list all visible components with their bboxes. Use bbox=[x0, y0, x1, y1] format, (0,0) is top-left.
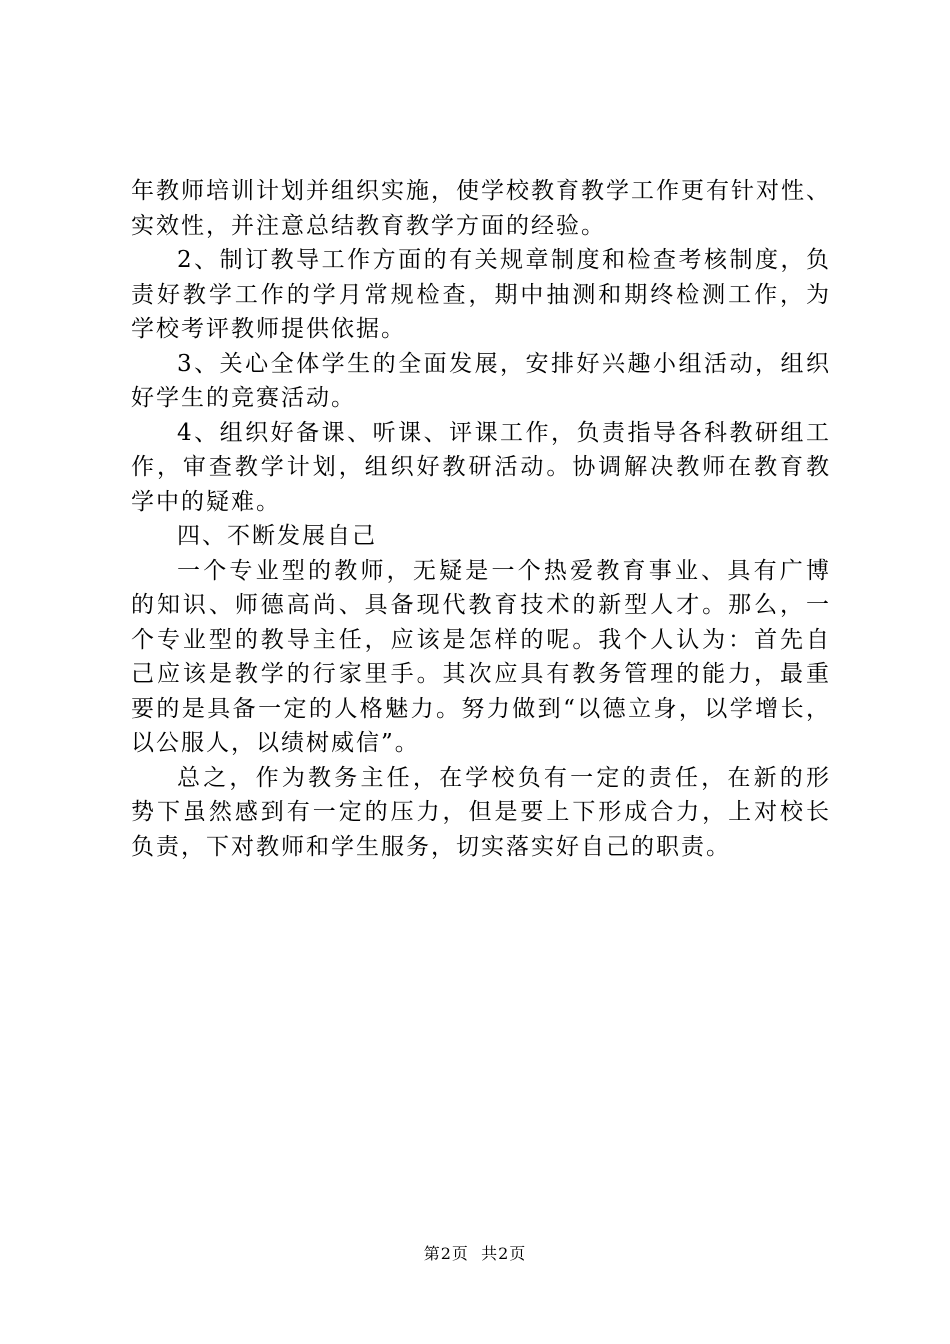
text-line: 作，审查教学计划，组织好教研活动。协调解决教师在教育教 bbox=[131, 454, 831, 480]
text-line: 个专业型的教导主任，应该是怎样的呢。我个人认为：首先自 bbox=[131, 626, 831, 653]
text-line: 以公服人，以绩树威信”。 bbox=[131, 730, 420, 756]
text-line: 学校考评教师提供依据。 bbox=[131, 316, 406, 342]
text-line: 一个专业型的教师，无疑是一个热爱教育事业、具有广博 bbox=[177, 557, 831, 584]
text-line: 要的是具备一定的人格魅力。努力做到“以德立身，以学增长， bbox=[131, 695, 831, 722]
document-body bbox=[131, 174, 831, 864]
text-line: 学中的疑难。 bbox=[131, 488, 281, 515]
text-line: 责好教学工作的学月常规检查，期中抽测和期终检测工作，为 bbox=[131, 281, 831, 308]
text-line: 4、组织好备课、听课、评课工作，负责指导各科教研组工 bbox=[177, 419, 831, 446]
text-line: 好学生的竞赛活动。 bbox=[131, 385, 356, 411]
page-number-label: 第2页 共2页 bbox=[423, 1244, 527, 1263]
text-line: 年教师培训计划并组织实施，使学校教育教学工作更有针对性、 bbox=[131, 178, 831, 204]
text-line: 2、制订教导工作方面的有关规章制度和检查考核制度，负 bbox=[177, 247, 831, 273]
page-footer bbox=[0, 1244, 950, 1264]
text-line: 势下虽然感到有一定的压力，但是要上下形成合力，上对校长 bbox=[131, 799, 831, 825]
text-line: 的知识、师德高尚、具备现代教育技术的新型人才。那么，一 bbox=[131, 592, 831, 618]
text-line: 四、不断发展自己 bbox=[177, 523, 377, 549]
text-line: 总之，作为教务主任，在学校负有一定的责任，在新的形 bbox=[177, 764, 831, 791]
text-line: 负责，下对教师和学生服务，切实落实好自己的职责。 bbox=[131, 833, 731, 860]
text-line: 实效性，并注意总结教育教学方面的经验。 bbox=[131, 212, 606, 239]
text-line: 3、关心全体学生的全面发展，安排好兴趣小组活动，组织 bbox=[177, 350, 831, 377]
text-line: 己应该是教学的行家里手。其次应具有教务管理的能力，最重 bbox=[131, 661, 831, 687]
